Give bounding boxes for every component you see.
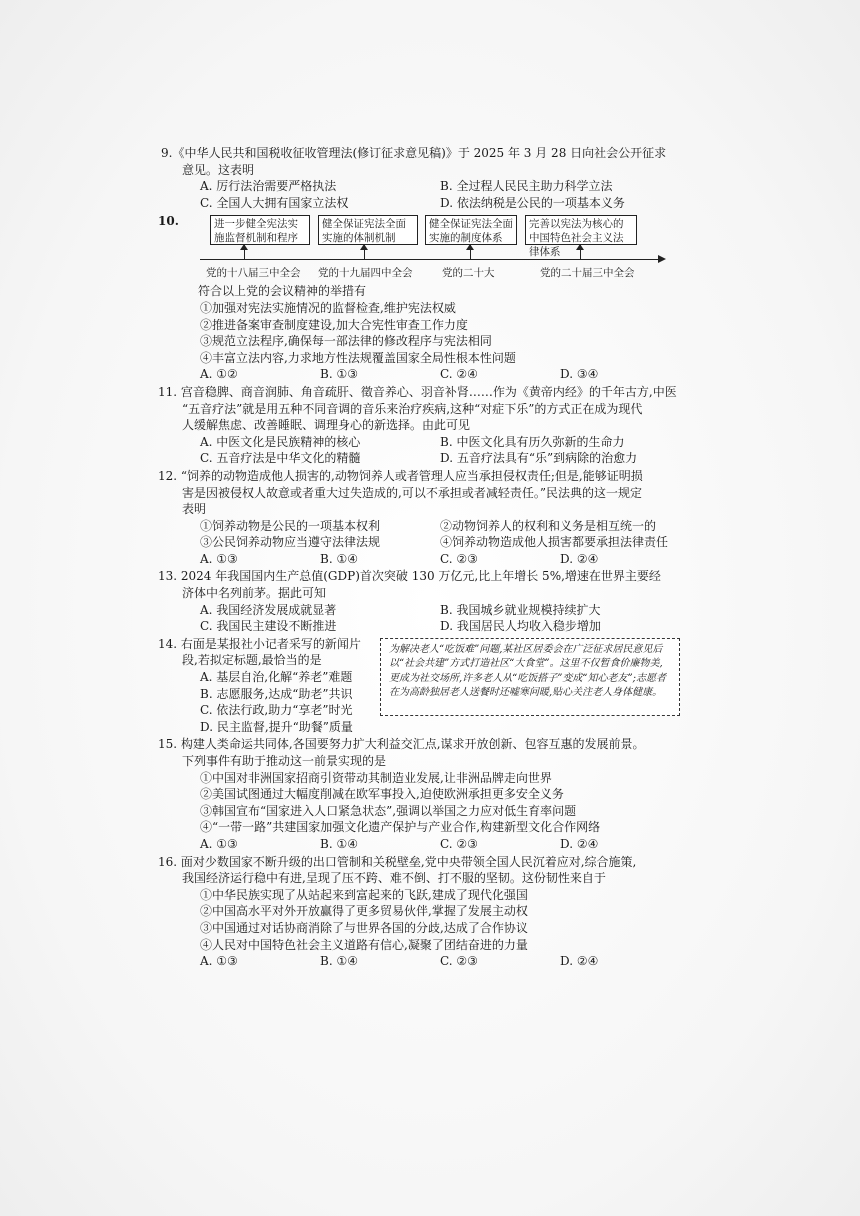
question-10-options (170, 366, 690, 383)
statement-1: ①饲养动物是公民的一项基本权利 (200, 518, 381, 533)
statement-3: ③中国通过对话协商消除了与世界各国的分歧,达成了合作协议 (200, 920, 528, 935)
question-16-options (170, 953, 690, 970)
option-c[interactable]: C. 五音疗法是中华文化的精髓 (200, 451, 361, 466)
question-15-options (170, 836, 690, 853)
statement-2: ②推进备案审查制度建设,加大合宪性审查工作力度 (200, 317, 468, 332)
question-10-stem: 符合以上党的会议精神的举措有 (198, 284, 367, 299)
statement-1: ①中国对非洲国家招商引资带动其制造业发展,让非洲品牌走向世界 (200, 770, 552, 785)
option-d[interactable]: D. 五音疗法具有“乐”到病除的治愈力 (440, 451, 638, 466)
question-11-stem-cont: 人缓解焦虑、改善睡眠、调理身心的新选择。由此可见 (182, 418, 471, 433)
option-a[interactable]: A. 中医文化是民族精神的核心 (200, 434, 361, 449)
option-c[interactable]: C. 依法行政,助力“享老”时光 (200, 703, 353, 718)
timeline-label-4: 党的二十届三中全会 (540, 267, 635, 280)
question-12-stem-cont: 害是因被侵权人故意或者重大过失造成的,可以不承担或者减轻责任。”民法典的这一规定 (182, 485, 642, 500)
question-11-stem-cont: “五音疗法”就是用五种不同音调的音乐来治疗疾病,这种“对症下乐”的方式正在成为现代 (182, 401, 643, 416)
question-12 (158, 468, 690, 568)
question-11-stem: 11. 宫音稳脾、商音润肺、角音疏肝、徵音养心、羽音补肾……作为《黄帝内经》的千年古方,中医 (158, 384, 677, 399)
statement-3: ③公民饲养动物应当遵守法律法规 (200, 535, 381, 550)
timeline-arrow-1 (244, 245, 245, 259)
option-b[interactable]: B. ①④ (320, 954, 358, 969)
option-d[interactable]: D. 我国居民人均收入稳步增加 (440, 619, 601, 634)
question-9 (161, 145, 690, 211)
questions-section (158, 145, 690, 971)
option-c[interactable]: C. 我国民主建设不断推进 (200, 619, 337, 634)
option-a[interactable]: A. 基层自治,化解“养老”难题 (200, 670, 353, 685)
option-c[interactable]: C. ②③ (440, 954, 478, 969)
timeline-box-1: 进一步健全宪法实施监督机制和程序 (210, 215, 310, 245)
question-10-number: 10. (158, 214, 179, 229)
option-b[interactable]: B. 志愿服务,达成“助老”共识 (200, 686, 353, 701)
option-a[interactable]: A. ①③ (200, 954, 238, 969)
question-13-stem: 13. 2024 年我国国内生产总值(GDP)首次突破 130 万亿元,比上年增长 5%,增速在世界主要经 (158, 569, 661, 584)
question-14-stem-cont: 段,若拟定标题,最恰当的是 (182, 653, 322, 668)
timeline-label-3: 党的二十大 (442, 267, 495, 280)
timeline-arrow-3 (470, 245, 471, 259)
option-d[interactable]: D. ②④ (560, 551, 599, 566)
option-a[interactable]: A. ①③ (200, 836, 238, 851)
news-excerpt-box: 为解决老人“吃饭难”问题,某社区居委会在广泛征求居民意见后以“社会共建”方式打造社区“大食堂”。这里不仅暂食价廉物美,更成为社交场所,许多老人从“吃饭搭子”变成“知心老友”;志愿者在为高龄独居老人送餐时还嘘寒问暖,贴心关注老人身体健康。 (380, 638, 680, 716)
timeline-label-2: 党的十九届四中全会 (318, 267, 413, 280)
option-c[interactable]: C. 全国人大拥有国家立法权 (200, 195, 349, 210)
option-c[interactable]: C. ②④ (440, 367, 478, 382)
question-14-stem: 14. 右面是某报社小记者采写的新闻片 (158, 636, 361, 651)
option-c[interactable]: C. ②③ (440, 551, 478, 566)
question-13 (158, 568, 690, 634)
option-b[interactable]: B. 我国城乡就业规模持续扩大 (440, 602, 601, 617)
statement-2: ②中国高水平对外开放赢得了更多贸易伙伴,掌握了发展主动权 (200, 904, 528, 919)
question-15-stem-cont: 下列事件有助于推动这一前景实现的是 (182, 754, 387, 768)
question-16-stem: 16. 面对少数国家不断升级的出口管制和关税壁垒,党中央带领全国人民沉着应对,综合施策, (158, 854, 637, 869)
option-b[interactable]: B. ①④ (320, 836, 358, 851)
statement-3: ③规范立法程序,确保每一部法律的修改程序与宪法相同 (200, 334, 492, 349)
timeline-box-3: 健全保证宪法全面实施的制度体系 (425, 215, 517, 245)
question-12-statements (170, 518, 690, 551)
timeline-arrow-4 (580, 245, 581, 259)
question-10-timeline (158, 213, 690, 283)
question-16-stem-cont: 我国经济运行稳中有进,呈现了压不跨、难不倒、打不服的坚韧。这份韧性来自于 (182, 871, 606, 886)
option-a[interactable]: A. ①② (200, 367, 238, 382)
question-11 (158, 384, 690, 467)
statement-4: ④“一带一路”共建国家加强文化遗产保护与产业合作,构建新型文化合作网络 (200, 820, 601, 835)
timeline-arrow-2 (364, 245, 365, 259)
statement-3: ③韩国宣布“国家进入人口紧急状态”,强调以举国之力应对低生育率问题 (200, 803, 577, 818)
question-15 (158, 736, 690, 852)
timeline-box-4: 完善以宪法为核心的中国特色社会主义法律体系 (525, 215, 637, 245)
question-15-stem: 15. 构建人类命运共同体,各国要努力扩大利益交汇点,谋求开放创新、包容互惠的发展前景。 (158, 737, 645, 752)
question-12-options (170, 551, 690, 568)
timeline-axis (200, 259, 660, 260)
option-b[interactable]: B. 全过程人民民主助力科学立法 (440, 179, 613, 194)
option-b[interactable]: B. 中医文化具有历久弥新的生命力 (440, 434, 625, 449)
option-a[interactable]: A. ①③ (200, 551, 238, 566)
question-14-text (158, 636, 380, 736)
option-d[interactable]: D. 民主监督,提升“助餐”质量 (200, 719, 353, 734)
statement-4: ④饲养动物造成他人损害都要承担法律责任 (440, 535, 669, 550)
statement-4: ④丰富立法内容,力求地方性法规覆盖国家全局性根本性问题 (200, 350, 516, 365)
statement-1: ①加强对宪法实施情况的监督检查,维护宪法权威 (200, 300, 456, 315)
timeline-box-2: 健全保证宪法全面实施的体制机制 (318, 215, 418, 245)
option-b[interactable]: B. ①③ (320, 367, 358, 382)
question-12-stem: 12. “饲养的动物造成他人损害的,动物饲养人或者管理人应当承担侵权责任;但是,能够证明损 (158, 468, 643, 483)
option-b[interactable]: B. ①④ (320, 551, 358, 566)
question-11-options (170, 434, 690, 467)
option-a[interactable]: A. 厉行法治需要严格执法 (200, 179, 337, 194)
question-10 (170, 283, 690, 383)
statement-1: ①中华民族实现了从站起来到富起来的飞跃,建成了现代化强国 (200, 887, 528, 902)
question-9-stem-cont: 意见。这表明 (182, 162, 255, 177)
option-a[interactable]: A. 我国经济发展成就显著 (200, 602, 337, 617)
timeline-label-1: 党的十八届三中全会 (206, 267, 301, 280)
option-d[interactable]: D. 依法纳税是公民的一项基本义务 (440, 195, 625, 210)
option-c[interactable]: C. ②③ (440, 836, 478, 851)
option-d[interactable]: D. ③④ (560, 367, 599, 382)
question-13-stem-cont: 济体中名列前茅。据此可知 (182, 586, 327, 601)
option-d[interactable]: D. ②④ (560, 836, 599, 851)
statement-2: ②动物饲养人的权利和义务是相互统一的 (440, 518, 657, 533)
question-9-stem: 9.《中华人民共和国税收征收管理法(修订征求意见稿)》于 2025 年 3 月 28 日向社会公开征求 (161, 146, 667, 160)
statement-4: ④人民对中国特色社会主义道路有信心,凝聚了团结奋进的力量 (200, 937, 528, 952)
question-12-stem-cont: 表明 (182, 502, 207, 517)
question-14 (158, 636, 690, 736)
statement-2: ②美国试图通过大幅度削减在欧军事投入,迫使欧洲承担更多安全义务 (200, 787, 564, 802)
question-9-options (170, 178, 690, 211)
option-d[interactable]: D. ②④ (560, 954, 599, 969)
question-13-options (170, 602, 690, 635)
question-16 (158, 854, 690, 970)
